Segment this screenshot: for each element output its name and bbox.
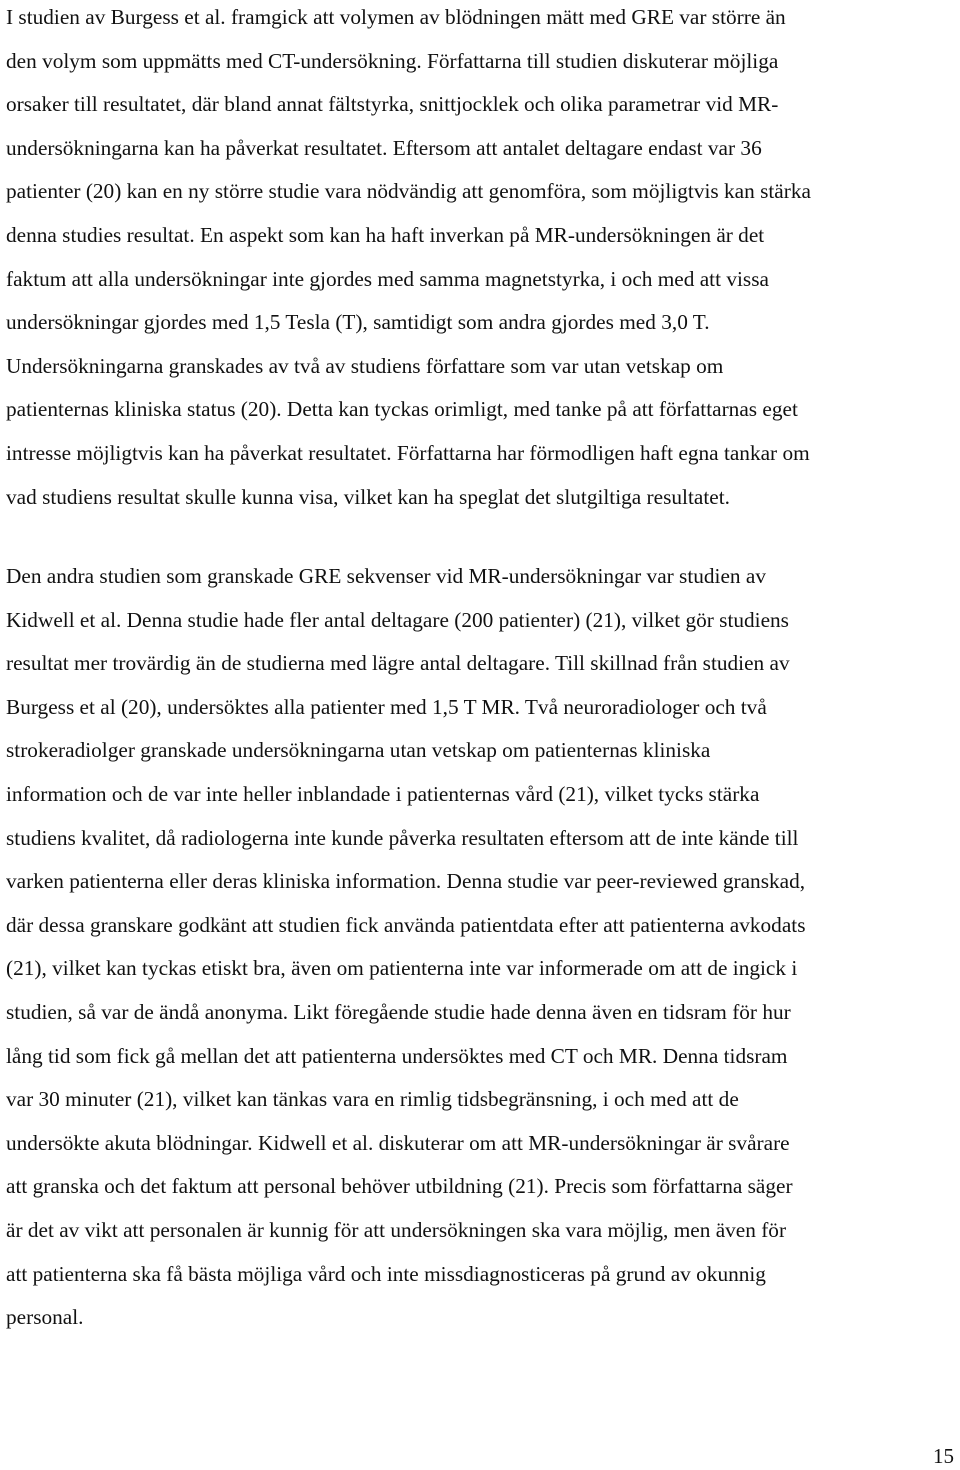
text-line: information och de var inte heller inblandade i patienternas vård (21), vilket tycks stärka [6,781,760,806]
text-line: den volym som uppmätts med CT-undersökning. Författarna till studien diskuterar möjliga [6,48,779,73]
text-line: att granska och det faktum att personal behöver utbildning (21). Precis som författarna säger [6,1174,793,1199]
text-line: orsaker till resultatet, där bland annat fältstyrka, snittjocklek och olika parametrar vid MR- [6,92,779,117]
text-line: faktum att alla undersökningar inte gjordes med samma magnetstyrka, i och med att vissa [6,266,769,291]
text-line: denna studies resultat. En aspekt som kan ha haft inverkan på MR-undersökningen är det [6,222,765,247]
text-line: att patienterna ska få bästa möjliga vård och inte missdiagnosticeras på grund av okunnig [6,1261,766,1286]
text-line: varken patienterna eller deras kliniska information. Denna studie var peer-reviewed granskad, [6,869,806,894]
text-line: personal. [6,1305,84,1330]
text-line: patienter (20) kan en ny större studie vara nödvändig att genomföra, som möjligtvis kan stärka [6,179,811,204]
text-line: Undersökningarna granskades av två av studiens författare som var utan vetskap om [6,353,724,378]
text-line: studiens kvalitet, då radiologerna inte kunde påverka resultaten eftersom att de inte kände till [6,825,799,850]
text-line: Burgess et al (20), undersöktes alla patienter med 1,5 T MR. Två neuroradiologer och två [6,694,767,719]
page-number: 15 [933,1444,954,1468]
text-line: intresse möjligtvis kan ha påverkat resultatet. Författarna har förmodligen haft egna tankar om [6,440,810,465]
paragraph-burgess [6,0,811,519]
text-line: studien, så var de ändå anonyma. Likt föregående studie hade denna även en tidsram för hur [6,999,791,1024]
text-line: lång tid som fick gå mellan det att patienterna undersöktes med CT och MR. Denna tidsram [6,1043,788,1068]
text-line: Kidwell et al. Denna studie hade fler antal deltagare (200 patienter) (21), vilket gör studiens [6,607,789,632]
text-line: är det av vikt att personalen är kunnig för att undersökningen ska vara möjlig, men även för [6,1217,787,1242]
text-line: undersökningarna kan ha påverkat resultatet. Eftersom att antalet deltagare endast var 36 [6,135,762,160]
text-line: undersökte akuta blödningar. Kidwell et al. diskuterar om att MR-undersökningar är svårare [6,1130,790,1155]
text-line: patienternas kliniska status (20). Detta kan tyckas orimligt, med tanke på att författarnas eget [6,397,798,422]
text-line: resultat mer trovärdig än de studierna med lägre antal deltagare. Till skillnad från studien av [6,651,790,676]
text-line: undersökningar gjordes med 1,5 Tesla (T), samtidigt som andra gjordes med 3,0 T. [6,310,710,335]
text-line: (21), vilket kan tyckas etiskt bra, även om patienterna inte var informerade om att de ingick i [6,956,798,981]
text-line: där dessa granskare godkänt att studien fick använda patientdata efter att patienterna avkodats [6,912,806,937]
paragraph-kidwell [6,555,806,1340]
text-line: I studien av Burgess et al. framgick att volymen av blödningen mätt med GRE var större än [6,5,786,29]
text-line: vad studiens resultat skulle kunna visa, vilket kan ha speglat det slutgiltiga resultatet. [6,484,730,509]
text-line: var 30 minuter (21), vilket kan tänkas vara en rimlig tidsbegränsning, i och med att de [6,1087,739,1112]
text-line: Den andra studien som granskade GRE sekvenser vid MR-undersökningar var studien av [6,564,767,588]
text-line: strokeradiolger granskade undersökningarna utan vetskap om patienternas kliniska [6,738,711,763]
